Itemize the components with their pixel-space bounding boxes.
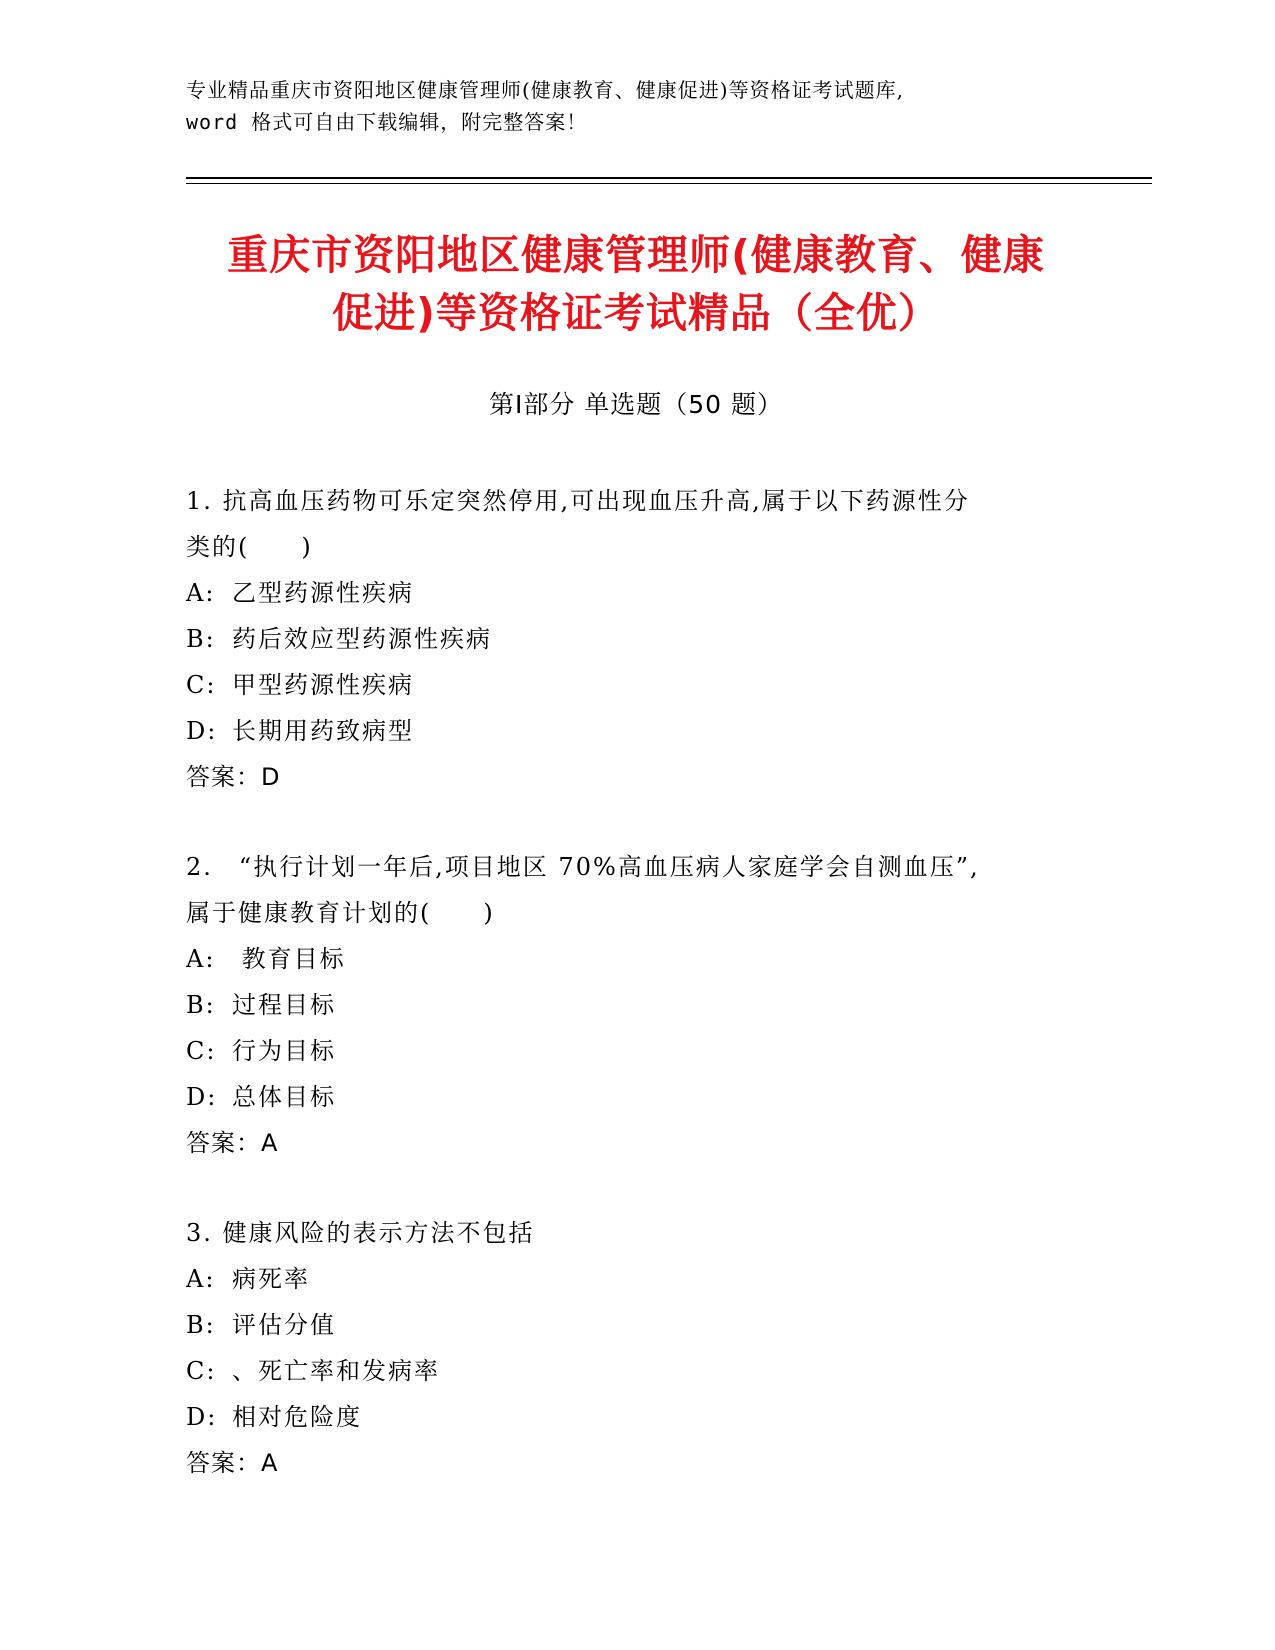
document-title-line-2: 促进)等资格证考试精品（全优） (332, 289, 940, 337)
option-text: 相对危险度 (232, 1403, 362, 1431)
option-key: C: (186, 671, 217, 699)
section-title: 第Ⅰ部分 单选题（50 题） (488, 390, 784, 419)
option-key: B: (186, 625, 216, 653)
option-text: 病死率 (232, 1265, 310, 1293)
option-a (186, 936, 1086, 982)
option-d (186, 1394, 1086, 1440)
option-text: 教育目标 (232, 945, 346, 973)
question-stem (186, 844, 1086, 936)
option-key: D: (186, 717, 218, 745)
document-title-line-1: 重庆市资阳地区健康管理师(健康教育、健康 (227, 231, 1045, 279)
option-d (186, 708, 1086, 754)
answer: 答案：A (186, 1129, 279, 1157)
question-3 (186, 1210, 1086, 1486)
option-text: 甲型药源性疾病 (232, 671, 414, 699)
header-note-line-1: 专业精品重庆市资阳地区健康管理师(健康教育、健康促进)等资格证考试题库, (186, 78, 904, 102)
question-stem-line-1: 2. “执行计划一年后,项目地区 70%高血压病人家庭学会自测血压”, (186, 853, 980, 881)
option-key: C: (186, 1357, 217, 1385)
option-text: 、死亡率和发病率 (232, 1357, 440, 1385)
option-text: 评估分值 (232, 1311, 336, 1339)
option-a (186, 1256, 1086, 1302)
option-key: D: (186, 1083, 218, 1111)
option-key: B: (186, 1311, 216, 1339)
question-stem-line-1: 3. 健康风险的表示方法不包括 (186, 1219, 535, 1247)
answer: 答案：D (186, 763, 281, 791)
question-stem-line-2: 类的( ) (186, 533, 313, 561)
option-key: A: (186, 945, 216, 973)
option-c (186, 662, 1086, 708)
header-note-line-2: word 格式可自由下载编辑，附完整答案！ (186, 110, 588, 134)
question-list (186, 478, 1086, 1530)
option-key: A: (186, 1265, 216, 1293)
option-b (186, 616, 1086, 662)
question-stem-line-1: 1. 抗高血压药物可乐定突然停用,可出现血压升高,属于以下药源性分 (186, 487, 970, 515)
option-key: A: (186, 579, 216, 607)
option-key: B: (186, 991, 216, 1019)
option-text: 总体目标 (232, 1083, 336, 1111)
option-key: C: (186, 1037, 217, 1065)
option-a (186, 570, 1086, 616)
header-rule-thin (186, 183, 1152, 184)
question-stem (186, 1210, 1086, 1256)
header-rule-thick (186, 177, 1152, 179)
option-b (186, 1302, 1086, 1348)
option-d (186, 1074, 1086, 1120)
answer: 答案：A (186, 1449, 279, 1477)
option-text: 过程目标 (232, 991, 336, 1019)
document-title (186, 226, 1086, 342)
question-2 (186, 844, 1086, 1166)
option-key: D: (186, 1403, 218, 1431)
header-note (186, 74, 1146, 138)
option-text: 药后效应型药源性疾病 (232, 625, 492, 653)
option-c (186, 1028, 1086, 1074)
option-text: 乙型药源性疾病 (232, 579, 414, 607)
question-1 (186, 478, 1086, 800)
option-c (186, 1348, 1086, 1394)
question-stem-line-2: 属于健康教育计划的( ) (186, 899, 495, 927)
question-stem (186, 478, 1086, 570)
option-text: 行为目标 (232, 1037, 336, 1065)
option-text: 长期用药致病型 (232, 717, 414, 745)
option-b (186, 982, 1086, 1028)
